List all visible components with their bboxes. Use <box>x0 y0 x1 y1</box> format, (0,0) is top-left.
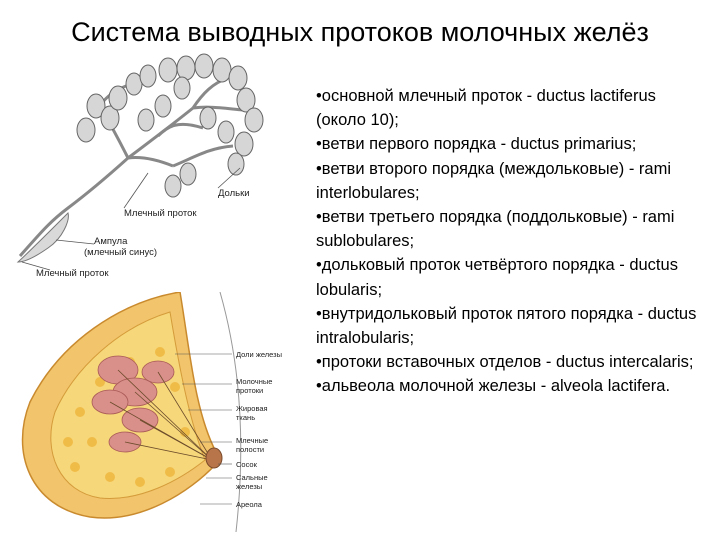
label-milk-sinuses-sub: полости <box>236 445 265 454</box>
duct-tree-illustration <box>8 48 308 288</box>
label-milk-ducts-sub: протоки <box>236 386 264 395</box>
list-item: •внутридольковый проток пятого порядка - ductus intralobularis; <box>316 304 697 348</box>
label-ampulla-sub: (млечный синус) <box>84 247 158 258</box>
label-fat-tissue-sub: ткань <box>236 413 256 422</box>
label-areola: Ареола <box>236 500 262 509</box>
label-milk-sinuses: Млечные <box>236 436 269 445</box>
slide-title: Система выводных протоков молочных желёз <box>71 17 649 47</box>
list-item: •альвеола молочной железы - alveola lactifera. <box>316 377 671 396</box>
label-ampulla: Ампула <box>94 236 128 247</box>
list-item: •основной млечный проток - ductus lactiferus (около 10); <box>316 87 656 130</box>
label-sebaceous-glands-sub: железы <box>236 482 263 491</box>
list-item: •дольковый проток четвёртого порядка - ductus lobularis; <box>316 256 678 299</box>
duct-system-list <box>316 84 708 399</box>
label-nipple: Сосок <box>236 460 257 469</box>
list-item: •ветви первого порядка - ductus primarius; <box>316 135 637 154</box>
list-item: •ветви третьего порядка (поддольковые) - rami sublobulares; <box>316 208 675 251</box>
label-milk-duct: Млечный проток <box>124 208 197 219</box>
label-milk-duct-bottom: Млечный проток <box>36 268 109 279</box>
list-item: •протоки вставочных отделов - ductus intercalaris; <box>316 353 694 372</box>
label-fat-tissue: Жировая <box>236 404 268 413</box>
breast-cross-section-figure <box>0 292 300 540</box>
label-gland-lobes: Доли железы <box>236 350 282 359</box>
duct-tree-figure <box>8 48 308 288</box>
list-item: •ветви второго порядка (междольковые) - rami interlobulares; <box>316 159 672 202</box>
label-sebaceous-glands: Сальные <box>236 473 268 482</box>
label-milk-ducts: Молочные <box>236 377 273 386</box>
label-lobes: Дольки <box>218 188 250 199</box>
